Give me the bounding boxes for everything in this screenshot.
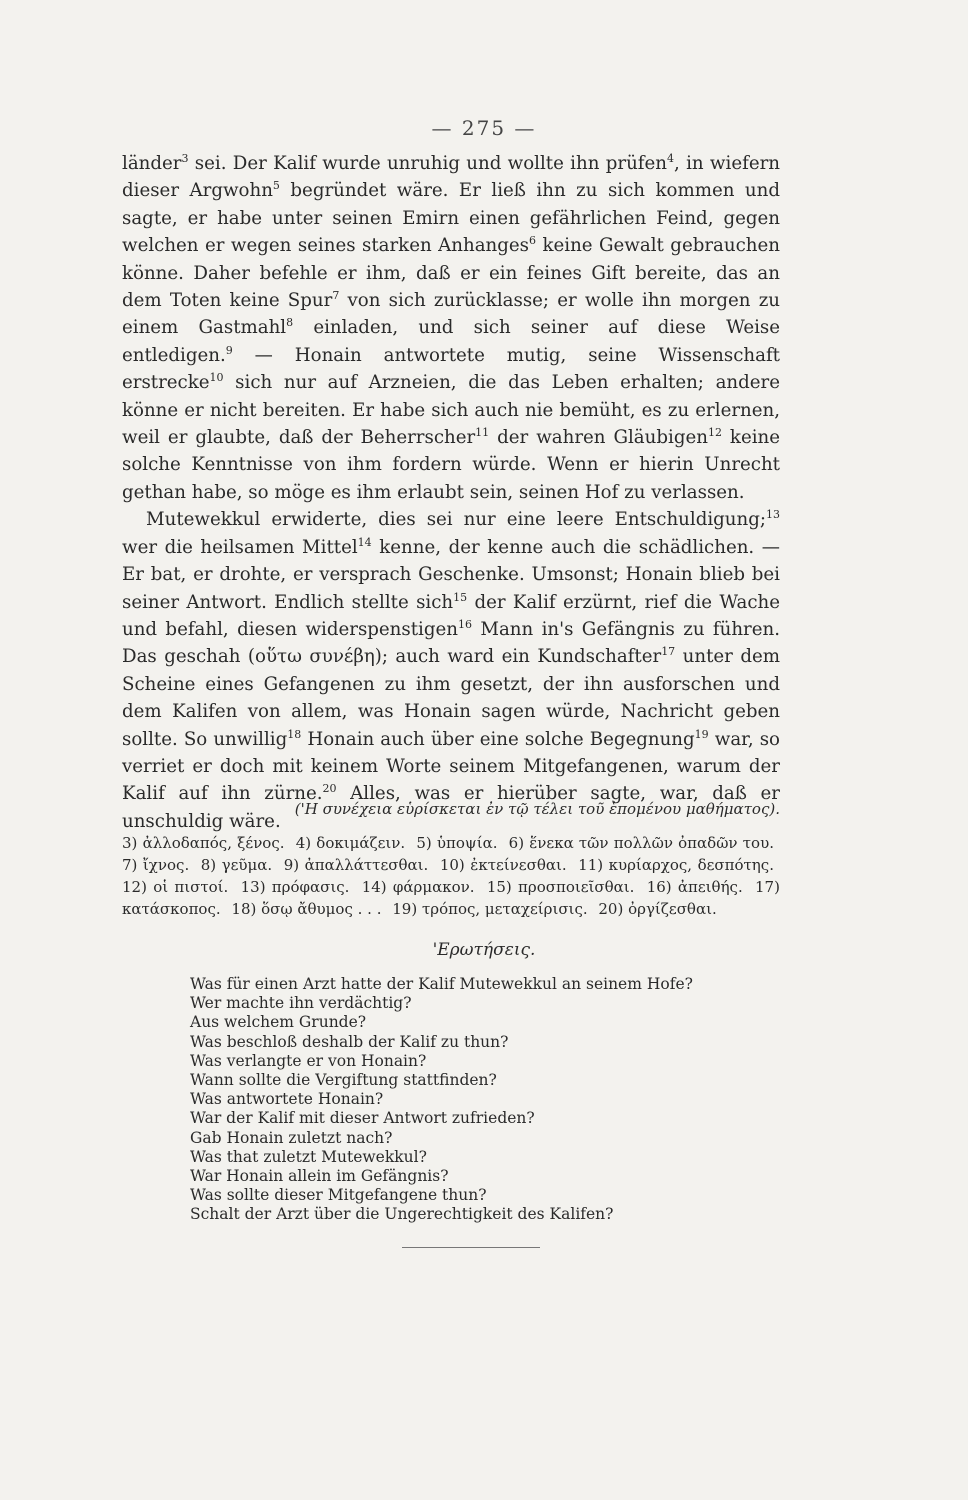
footnote-item: 18) ὅσῳ ἄθυμος . . . xyxy=(231,900,382,918)
footnote-ref: 14 xyxy=(357,535,372,549)
footnote-ref: 9 xyxy=(225,343,233,357)
question-item: Was antwortete Honain? xyxy=(190,1090,384,1109)
footnote-item: 4) δοκιμάζειν. xyxy=(295,834,406,852)
footnote-ref: 18 xyxy=(287,727,302,741)
text-run: der Kalif erzürnt, rief die Wache und befahl, diesen widerspenstigen xyxy=(122,591,780,640)
footnote-item: 10) ἐκτείνεσθαι. xyxy=(439,856,567,874)
paragraph-2 xyxy=(122,506,780,835)
main-text xyxy=(122,150,780,835)
text-run: war, so verriet er doch mit keinem Worte seinem Mitgefangenen, warum der Kalif auf ihn zürne. xyxy=(122,728,780,805)
question-item: Was sollte dieser Mitgefangene thun? xyxy=(190,1186,487,1205)
text-run: sich nur auf Arzneien, die das Leben erhalten; andere könne er nicht bereiten. Er habe sich auch nie bemüht, es zu erlernen, weil er glaubte, daß der Beherrscher xyxy=(122,372,780,449)
question-item: Was verlangte er von Honain? xyxy=(190,1051,427,1070)
text-run: länder xyxy=(122,153,182,174)
question-item: Wer machte ihn verdächtig? xyxy=(190,994,412,1013)
footnote-ref: 12 xyxy=(707,426,722,439)
footnote-item: 8) γεῦμα. xyxy=(200,856,273,874)
question-item: Was beschloß deshalb der Kalif zu thun? xyxy=(190,1032,509,1051)
text-run: unter dem Scheine eines Gefangenen zu ihm gesetzt, der ihn ausforschen und dem Kalifen von allem, was Honain sagen würde, Nachricht geben sollte. So unwillig xyxy=(122,646,780,750)
text-run: kenne, der kenne auch die schädlichen. — Er bat, er drohte, er versprach Geschenke. Umsonst; Honain blieb bei seiner Antwort. Endlich stellte sich xyxy=(122,536,780,613)
footnote-ref: 6 xyxy=(529,234,537,248)
footnote-ref: 7 xyxy=(332,288,340,302)
footnote-item: 12) οἱ πιστοί. xyxy=(122,878,229,896)
text-run: einladen, und sich seiner auf diese Weise entledigen. xyxy=(122,317,780,366)
text-run: — Honain antwortete mutig, seine Wissenschaft erstrecke xyxy=(122,344,780,394)
page-number: — 275 — xyxy=(431,116,537,140)
footnote-ref: 17 xyxy=(661,645,676,659)
question-item: Wann sollte die Vergiftung stattfinden? xyxy=(190,1071,497,1090)
continuation-note: ('Η συνέχεια εὑρίσκεται ἐν τῷ τέλει τοῦ ἑπομένου μαθήματος). xyxy=(294,800,780,818)
text-run: sei. Der Kalif wurde unruhig und wollte ihn prüfen xyxy=(188,153,667,174)
question-item: Schalt der Arzt über die Ungerechtigkeit des Kalifen? xyxy=(190,1205,614,1224)
footnote-item: 14) φάρμακον. xyxy=(361,878,475,896)
footnote-ref: 16 xyxy=(457,617,472,631)
footnote-item: 19) τρόπος, μεταχείρισις. xyxy=(392,900,588,918)
footnote-ref: 11 xyxy=(475,426,490,439)
text-run: der wahren Gläubigen xyxy=(489,427,708,449)
footnote-ref: 8 xyxy=(286,316,294,330)
footnote-ref: 15 xyxy=(453,590,468,604)
text-run: Mutewekkul erwiderte, dies sei nur eine leere Entschuldigung; xyxy=(146,509,766,531)
footnote-item: 13) πρόφασις. xyxy=(240,878,350,896)
text-run: von sich zurücklasse; er wolle ihn morgen zu einem Gastmahl xyxy=(122,290,780,339)
footnote-ref: 4 xyxy=(667,151,674,165)
question-item: War Honain allein im Gefängnis? xyxy=(190,1167,449,1186)
questions-list xyxy=(190,975,693,1225)
closing-rule xyxy=(402,1247,540,1248)
footnote-item: 9) ἀπαλλάττεσθαι. xyxy=(283,856,429,874)
footnote-item: 15) προσποιεῖσθαι. xyxy=(486,878,635,896)
footnote-item: 20) ὀργίζεσθαι. xyxy=(598,900,717,918)
text-run: keine solche Kenntnisse von ihm fordern würde. Wenn er hierin Unrecht gethan habe, so möge es ihm erlaubt sein, seinen Hof zu verlassen. xyxy=(122,427,780,503)
question-item: Gab Honain zuletzt nach? xyxy=(190,1128,393,1147)
footnote-item: 11) κυρίαρχος, δεσπότης. xyxy=(578,856,774,874)
footnotes xyxy=(122,832,780,920)
footnote-ref: 10 xyxy=(209,371,224,385)
text-run: Alles, was er hierüber sagte, war, daß er unschuldig wäre. xyxy=(122,783,780,832)
footnote-item: 7) ἴχνος. xyxy=(122,856,190,874)
text-run: Mann in's Gefängnis zu führen. Das geschah (οὕτω συνέβη); auch ward ein Kundschafter xyxy=(122,618,781,668)
footnote-ref: 3 xyxy=(181,151,189,165)
question-item: War der Kalif mit dieser Antwort zufrieden? xyxy=(190,1109,535,1128)
text-run: wer die heilsamen Mittel xyxy=(122,536,358,558)
footnote-item: 6) ἕνεκα τῶν πολλῶν ὀπαδῶν του. xyxy=(508,834,774,852)
text-run: Honain auch über eine solche Begegnung xyxy=(301,728,695,750)
footnote-ref: 19 xyxy=(694,727,709,741)
text-run: , in wiefern dieser Argwohn xyxy=(122,153,780,202)
text-run: keine Gewalt gebrauchen könne. Daher befehle er ihm, daß er ein feines Gift bereite, das an dem Toten keine Spur xyxy=(122,235,780,312)
question-item: Was für einen Arzt hatte der Kalif Mutewekkul an seinem Hofe? xyxy=(190,975,693,993)
footnote-ref: 5 xyxy=(272,179,280,193)
footnote-item: 17) κατάσκοπος. xyxy=(122,878,780,918)
text-run: begründet wäre. Er ließ ihn zu sich kommen und sagte, er habe unter seinen Emirn einen gefährlichen Feind, gegen welchen er wegen seines starken Anhanges xyxy=(122,180,780,257)
questions-title: 'Ερωτήσεις. xyxy=(432,940,536,960)
footnote-ref: 13 xyxy=(766,508,780,522)
paragraph-1 xyxy=(122,150,780,506)
footnote-item: 16) ἀπειθής. xyxy=(646,878,743,896)
footnote-item: 5) ὑποψία. xyxy=(416,834,498,852)
question-item: Was that zuletzt Mutewekkul? xyxy=(190,1147,427,1166)
question-item: Aus welchem Grunde? xyxy=(190,1013,367,1032)
footnote-item: 3) ἀλλοδαπός, ξένος. xyxy=(122,834,285,852)
footnote-ref: 20 xyxy=(322,782,337,796)
